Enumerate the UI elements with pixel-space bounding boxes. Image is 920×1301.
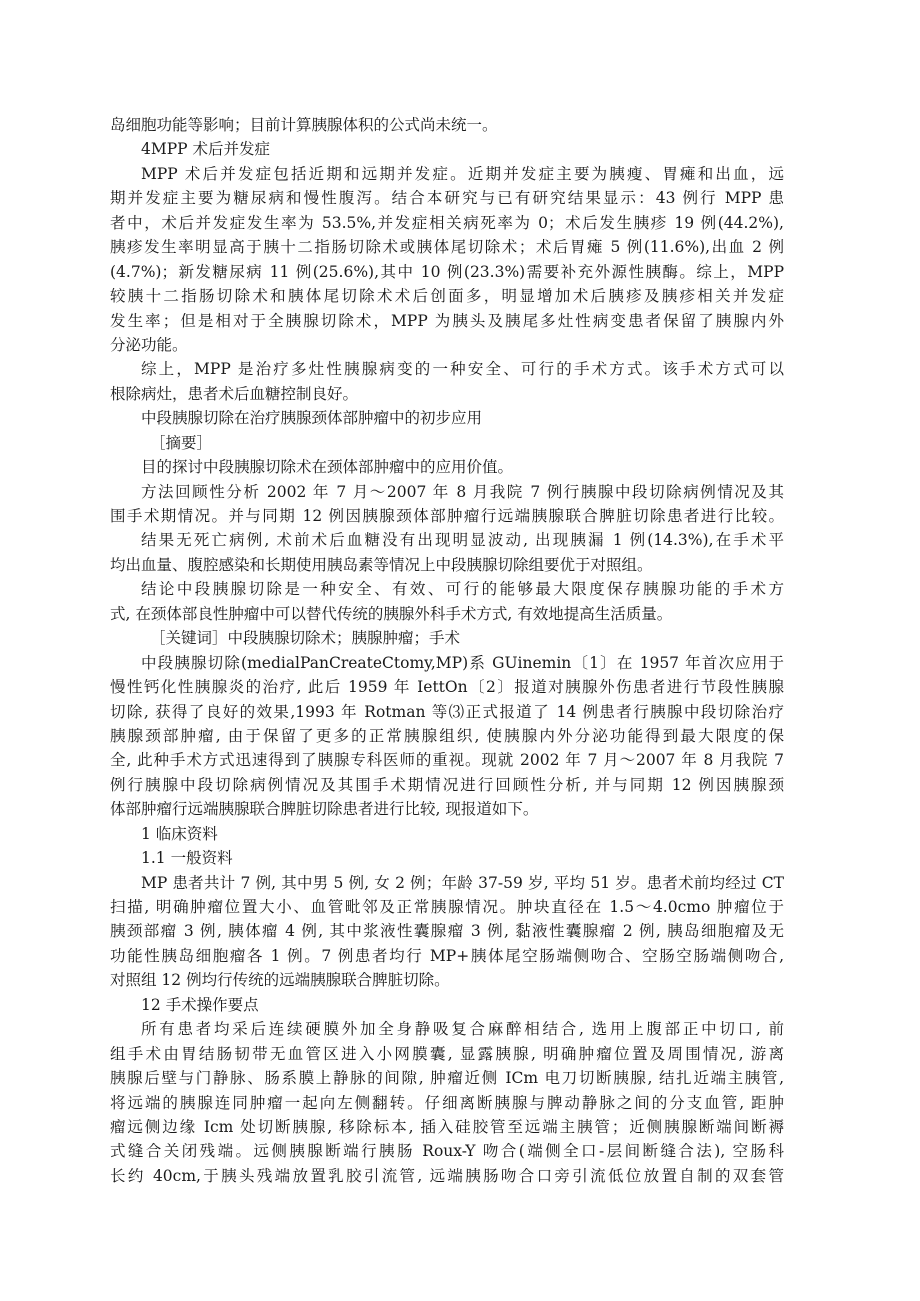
text-line: 将远端的胰腺连同肿瘤一起向左侧翻转。仔细离断胰腺与脾动静脉之间的分支血管, 距肿: [110, 1093, 784, 1112]
text-line: 综上，MPP 是治疗多灶性胰腺病变的一种安全、可行的手术方式。该手术方式可以: [141, 360, 784, 379]
text-line: ［摘要］: [150, 433, 213, 452]
text-line: (4.7%)；新发糖尿病 11 例(25.6%),其中 10 例(23.3%)需要补充外源性胰酶。综上，MPP: [110, 262, 784, 281]
text-line: 分泌功能。: [110, 335, 188, 354]
text-line: 对照组 12 例均行传统的远端胰腺联合脾脏切除。: [110, 971, 450, 990]
text-line: 胰腺颈部肿瘤, 由于保留了更多的正常胰腺组织, 使胰腺内外分泌功能得到最大限度的保: [110, 726, 784, 745]
text-line: 长约 40cm,于胰头残端放置乳胶引流管, 远端胰肠吻合口旁引流低位放置自制的双套管: [110, 1166, 784, 1185]
text-line: 功能性胰岛细胞瘤各 1 例。7 例患者均行 MP+胰体尾空肠端侧吻合、空肠空肠端侧吻合,: [110, 946, 784, 965]
text-line: 瘤远侧边缘 Icm 处切断胰腺, 移除标本, 插入硅胶管至远端主胰管；近侧胰腺断端间断褥: [110, 1117, 784, 1136]
text-line: 胰疹发生率明显高于胰十二指肠切除术或胰体尾切除术；术后胃瘫 5 例(11.6%),出血 2 例: [110, 238, 784, 257]
text-line: 12 手术操作要点: [141, 995, 259, 1014]
text-line: 4MPP 术后并发症: [141, 140, 271, 159]
text-line: MP 患者共计 7 例, 其中男 5 例, 女 2 例；年龄 37-59 岁, 平均 51 岁。患者术前均经过 CT: [141, 873, 784, 892]
text-line: 方法回顾性分析 2002 年 7 月～2007 年 8 月我院 7 例行胰腺中段切除病例情况及其: [141, 482, 784, 501]
text-line: 岛细胞功能等影响；目前计算胰腺体积的公式尚未统一。: [110, 116, 498, 134]
text-line: 结果无死亡病例, 术前术后血糖没有出现明显波动, 出现胰漏 1 例(14.3%),在手术平: [141, 531, 784, 550]
text-line: 例行胰腺中段切除病例情况及其围手术期情况进行回顾性分析, 并与同期 12 例因胰腺颈: [110, 775, 784, 794]
text-line: 发生率；但是相对于全胰腺切除术，MPP 为胰头及胰尾多灶性病变患者保留了胰腺内外: [110, 311, 784, 330]
text-line: 均出血量、腹腔感染和长期使用胰岛素等情况上中段胰腺切除组要优于对照组。: [110, 555, 653, 574]
text-line: 中段胰腺切除(medialPanCreateCtomy,MP)系 GUinemin〔1〕在 1957 年首次应用于: [141, 653, 784, 672]
text-line: 全, 此种手术方式迅速得到了胰腺专科医师的重视。现就 2002 年 7 月～2007 年 8 月我院 7: [110, 751, 784, 770]
text-line: 1.1 一般资料: [141, 849, 233, 868]
text-line: 体部肿瘤行远端胰腺联合脾脏切除患者进行比较, 现报道如下。: [110, 800, 539, 819]
text-line: 式, 在颈体部良性肿瘤中可以替代传统的胰腺外科手术方式, 有效地提高生活质量。: [110, 604, 673, 623]
text-line: 较胰十二指肠切除术和胰体尾切除术术后创面多，明显增加术后胰疹及胰疹相关并发症: [110, 287, 784, 306]
text-line: MPP 术后并发症包括近期和远期并发症。近期并发症主要为胰瘦、胃瘫和出血，远: [141, 164, 784, 183]
text-line: 围手术期情况。并与同期 12 例因胰腺颈体部肿瘤行远端胰腺联合脾脏切除患者进行比较。: [110, 507, 784, 525]
text-line: 根除病灶，患者术后血糖控制良好。: [110, 384, 359, 403]
text-line: ［关键词］中段胰腺切除术；胰腺肿瘤；手术: [150, 629, 461, 648]
text-line: 目的探讨中段胰腺切除术在颈体部肿瘤中的应用价值。: [141, 458, 514, 477]
text-line: 切除, 获得了良好的效果,1993 年 Rotman 等⑶正式报道了 14 例患者行胰腺中段切除治疗: [110, 702, 784, 721]
text-line: 1 临床资料: [141, 824, 218, 843]
document-body: [110, 113, 784, 1188]
text-line: 期并发症主要为糖尿病和慢性腹泻。结合本研究与已有研究结果显示：43 例行 MPP 患: [110, 189, 784, 208]
text-line: 组手术由胃结肠韧带无血管区进入小网膜囊, 显露胰腺, 明确肿瘤位置及周围情况, 游离: [110, 1044, 784, 1063]
text-line: 结论中段胰腺切除是一种安全、有效、可行的能够最大限度保存胰腺功能的手术方: [141, 580, 784, 599]
text-line: 胰腺后壁与门静脉、肠系膜上静脉的间隙, 肿瘤近侧 ICm 电刀切断胰腺, 结扎近端主胰管,: [110, 1069, 784, 1088]
text-line: 慢性钙化性胰腺炎的治疗, 此后 1959 年 IettOn〔2〕报道对胰腺外伤患者进行节段性胰腺: [110, 678, 784, 697]
text-line: 式缝合关闭残端。远侧胰腺断端行胰肠 Roux-Y 吻合(端侧全口-层间断缝合法), 空肠科: [110, 1142, 784, 1161]
text-line: 所有患者均采后连续硬膜外加全身静吸复合麻醉相结合, 选用上腹部正中切口, 前: [141, 1020, 784, 1039]
text-line: 胰颈部瘤 3 例, 胰体瘤 4 例, 其中浆液性囊腺瘤 3 例, 黏液性囊腺瘤 2 例, 胰岛细胞瘤及无: [110, 922, 784, 941]
text-line: 扫描, 明确肿瘤位置大小、血管毗邻及正常胰腺情况。肿块直径在 1.5～4.0cmo 肿瘤位于: [110, 898, 784, 916]
text-line: 中段胰腺切除在治疗胰腺颈体部肿瘤中的初步应用: [141, 409, 483, 428]
text-line: 者中，术后并发症发生率为 53.5%,并发症相关病死率为 0；术后发生胰疹 19 例(44.2%),: [110, 213, 784, 232]
